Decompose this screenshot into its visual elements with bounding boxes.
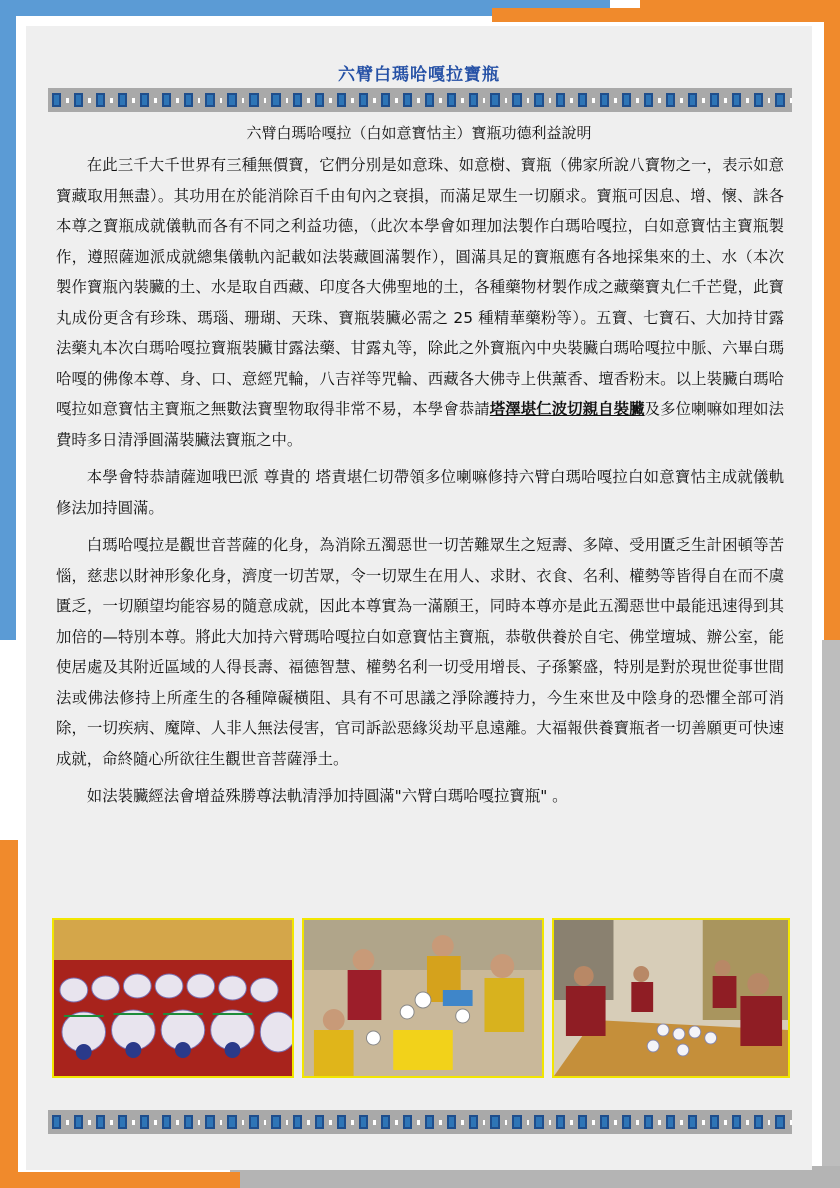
paragraph-3: 白瑪哈嘎拉是觀世音菩薩的化身，為消除五濁惡世一切苦難眾生之短壽、多障、受用匱乏生計困頓等苦惱，慈悲以財神形象化身，濟度一切苦眾，令一切眾生在用人、求財、衣食、名利、權勢等皆得自在而不虞匱乏，一切願望均能容易的隨意成就，因此本尊實為一滿願王，同時本尊亦是此五濁惡世中最能迅速得到其加倍的—特別本尊。將此大加持六臂瑪哈嘎拉白如意寶怙主寶瓶，恭敬供養於自宅、佛堂壇城、辦公室，能使居處及其附近區域的人得長壽、福德智慧、權勢名利一切受用增長、子孫繁盛，特別是對於現世從事世間法或佛法修持上所產生的各種障礙橫阻、具有不可思議之淨除護持力，今生來世及中陰身的恐懼全部可消除，一切疾病、魔障、人非人無法侵害，官司訴訟惡緣災劫平息遠離。大福報供養寶瓶者一切善願更可快速成就，命終隨心所欲往生觀世音菩薩淨土。 xyxy=(56,536,784,768)
strip-dot xyxy=(395,98,398,103)
strip-dot xyxy=(570,1120,573,1125)
strip-dot xyxy=(702,98,705,103)
strip-dot xyxy=(329,1120,332,1125)
strip-dot xyxy=(88,1120,91,1125)
strip-dot xyxy=(768,98,771,103)
strip-block xyxy=(381,93,390,107)
strip-block xyxy=(688,1115,697,1129)
strip-dot xyxy=(680,98,683,103)
lamas-filling-vases-image xyxy=(304,920,542,1076)
strip-dot xyxy=(307,98,310,103)
strip-dot xyxy=(110,1120,113,1125)
strip-block xyxy=(490,93,499,107)
strip-block xyxy=(337,93,346,107)
strip-dot xyxy=(176,1120,179,1125)
strip-dot xyxy=(242,98,245,103)
vases-photo xyxy=(52,918,294,1078)
strip-dot xyxy=(483,98,486,103)
strip-dot xyxy=(264,98,267,103)
lamas-ritual-image xyxy=(554,920,788,1076)
strip-block xyxy=(556,1115,565,1129)
strip-block xyxy=(359,93,368,107)
strip-dot xyxy=(592,98,595,103)
strip-dot xyxy=(680,1120,683,1125)
strip-dot xyxy=(66,1120,69,1125)
strip-dot xyxy=(417,98,420,103)
strip-block xyxy=(775,93,784,107)
strip-dot xyxy=(439,1120,442,1125)
strip-dot xyxy=(329,98,332,103)
paragraph-2: 本學會特恭請薩迦哦巴派 尊貴的 塔責堪仁切帶領多位喇嘛修持六臂白瑪哈嘎拉白如意寶怙主成就儀軌修法加持圓滿。 xyxy=(56,468,784,517)
strip-block xyxy=(118,1115,127,1129)
strip-block xyxy=(205,93,214,107)
strip-block xyxy=(184,93,193,107)
strip-block xyxy=(490,1115,499,1129)
strip-block xyxy=(249,93,258,107)
strip-block xyxy=(140,93,149,107)
strip-block xyxy=(140,1115,149,1129)
strip-dot xyxy=(724,1120,727,1125)
strip-block xyxy=(447,1115,456,1129)
strip-block xyxy=(118,93,127,107)
strip-dot xyxy=(461,1120,464,1125)
strip-dot xyxy=(154,98,157,103)
strip-block xyxy=(534,93,543,107)
strip-block xyxy=(403,1115,412,1129)
strip-block xyxy=(556,93,565,107)
strip-dot xyxy=(198,98,201,103)
strip-block xyxy=(162,93,171,107)
strip-block xyxy=(469,1115,478,1129)
paragraph-1-highlight: 塔澤堪仁波切親自裝臟 xyxy=(489,400,645,418)
strip-block xyxy=(754,1115,763,1129)
lamas-filling-photo xyxy=(302,918,544,1078)
strip-dot xyxy=(88,98,91,103)
strip-dot xyxy=(286,1120,289,1125)
strip-dot xyxy=(658,1120,661,1125)
strip-block xyxy=(425,1115,434,1129)
strip-dot xyxy=(702,1120,705,1125)
strip-block xyxy=(227,93,236,107)
strip-dot xyxy=(198,1120,201,1125)
strip-block xyxy=(578,1115,587,1129)
strip-dot xyxy=(417,1120,420,1125)
strip-block xyxy=(249,1115,258,1129)
strip-block xyxy=(666,93,675,107)
strip-block xyxy=(732,93,741,107)
strip-block xyxy=(74,1115,83,1129)
frame-left-blue xyxy=(0,0,16,640)
strip-block xyxy=(754,93,763,107)
strip-dot xyxy=(154,1120,157,1125)
strip-dot xyxy=(636,98,639,103)
strip-block xyxy=(688,93,697,107)
strip-block xyxy=(512,1115,521,1129)
strip-block xyxy=(271,1115,280,1129)
strip-dot xyxy=(351,98,354,103)
strip-block xyxy=(271,93,280,107)
strip-dot xyxy=(132,1120,135,1125)
strip-dot xyxy=(527,1120,530,1125)
lamas-ritual-photo xyxy=(552,918,790,1078)
strip-block xyxy=(337,1115,346,1129)
strip-dot xyxy=(395,1120,398,1125)
strip-dot xyxy=(286,98,289,103)
paragraph-1-text: 在此三千大千世界有三種無價寶，它們分別是如意珠、如意樹、寶瓶（佛家所說八寶物之一，表示如意寶藏取用無盡）。其功用在於能消除百千由旬內之衰損，而滿足眾生一切願求。寶瓶可因息、增、懷、誅各本尊之寶瓶成就儀軌而各有不同之利益功德，（此次本學會如理加法製作白瑪哈嘎拉，白如意寶怙主寶瓶製作，遵照薩迦派成就總集儀軌內記載如法裝藏圓滿製作），圓滿具足的寶瓶應有各地採集來的土、水（本次製作寶瓶內裝臟的土、水是取自西藏、印度各大佛聖地的土，各種藥物材製作成之藏藥寶丸仁千芒覺，此寶丸成份更含有珍珠、瑪瑙、珊瑚、天珠、寶瓶裝臟必需之 25 種精華藥粉等）。五寶、七寶石、大加持甘露法藥丸本次白瑪哈嘎拉寶瓶裝臟甘露法藥、甘露丸等，除此之外寶瓶內中央裝臟白瑪哈嘎拉中脈、六畢白瑪哈嘎的佛像本尊、身、口、意經咒輪，八吉祥等咒輪、西藏各大佛寺上供薰香、壇香粉末。以上裝臟白瑪哈嘎拉如意寶怙主寶瓶之無數法寶聖物取得非常不易，本學會恭請 xyxy=(56,156,784,418)
strip-dot xyxy=(746,98,749,103)
frame-left-orange xyxy=(0,840,18,1188)
decorative-strip-top xyxy=(48,88,792,112)
strip-block xyxy=(293,93,302,107)
strip-dot xyxy=(505,98,508,103)
strip-block xyxy=(622,1115,631,1129)
strip-block xyxy=(666,1115,675,1129)
strip-dot xyxy=(483,1120,486,1125)
strip-dot xyxy=(110,98,113,103)
strip-block xyxy=(162,1115,171,1129)
strip-block xyxy=(775,1115,784,1129)
strip-block xyxy=(52,1115,61,1129)
strip-dot xyxy=(746,1120,749,1125)
strip-dot xyxy=(505,1120,508,1125)
frame-bottom-orange xyxy=(0,1172,240,1188)
page-title: 六臂白瑪哈嘎拉寶瓶 xyxy=(338,65,500,85)
frame-right-orange xyxy=(824,20,840,640)
strip-dot xyxy=(264,1120,267,1125)
strip-dot xyxy=(614,1120,617,1125)
strip-block xyxy=(644,1115,653,1129)
strip-dot xyxy=(132,98,135,103)
strip-dot xyxy=(549,1120,552,1125)
strip-block xyxy=(74,93,83,107)
strip-dot xyxy=(220,1120,223,1125)
strip-dot xyxy=(724,98,727,103)
content-panel xyxy=(26,26,812,1170)
strip-dot xyxy=(66,98,69,103)
strip-block xyxy=(403,93,412,107)
strip-dot xyxy=(614,98,617,103)
strip-block xyxy=(205,1115,214,1129)
strip-block xyxy=(359,1115,368,1129)
strip-block xyxy=(512,93,521,107)
body-text xyxy=(56,150,784,819)
strip-block xyxy=(600,1115,609,1129)
strip-block xyxy=(227,1115,236,1129)
strip-block xyxy=(469,93,478,107)
strip-dot xyxy=(790,1120,793,1125)
strip-block xyxy=(710,93,719,107)
strip-dot xyxy=(570,98,573,103)
strip-block xyxy=(600,93,609,107)
strip-block xyxy=(96,1115,105,1129)
strip-dot xyxy=(307,1120,310,1125)
strip-dot xyxy=(790,98,793,103)
paragraph-1 xyxy=(56,150,784,455)
strip-dot xyxy=(549,98,552,103)
strip-dot xyxy=(636,1120,639,1125)
paragraph-4: 如法裝臟經法會增益殊勝尊法軌清淨加持圓滿"六臂白瑪哈嘎拉寶瓶" 。 xyxy=(86,787,568,805)
treasure-vases-image xyxy=(54,920,292,1076)
strip-block xyxy=(96,93,105,107)
strip-dot xyxy=(527,98,530,103)
strip-block xyxy=(315,93,324,107)
decorative-strip-bottom xyxy=(48,1110,792,1134)
strip-block xyxy=(578,93,587,107)
frame-right-gray xyxy=(822,640,840,1188)
strip-block xyxy=(644,93,653,107)
strip-block xyxy=(710,1115,719,1129)
strip-block xyxy=(425,93,434,107)
strip-dot xyxy=(658,98,661,103)
strip-dot xyxy=(439,98,442,103)
strip-block xyxy=(315,1115,324,1129)
strip-dot xyxy=(242,1120,245,1125)
strip-block xyxy=(381,1115,390,1129)
strip-block xyxy=(534,1115,543,1129)
strip-dot xyxy=(768,1120,771,1125)
frame-top-orange xyxy=(492,8,840,22)
strip-block xyxy=(293,1115,302,1129)
strip-block xyxy=(447,93,456,107)
page-subtitle: 六臂白瑪哈嘎拉（白如意寶怙主）寶瓶功德利益說明 xyxy=(246,124,592,142)
strip-block xyxy=(622,93,631,107)
strip-block xyxy=(52,93,61,107)
strip-block xyxy=(184,1115,193,1129)
strip-dot xyxy=(176,98,179,103)
strip-dot xyxy=(220,98,223,103)
strip-block xyxy=(732,1115,741,1129)
paragraph-1-end: 及多位喇嘛如理如法費時多日清淨圓滿裝臟法寶瓶之中。 xyxy=(56,400,784,449)
strip-dot xyxy=(373,1120,376,1125)
strip-dot xyxy=(592,1120,595,1125)
strip-dot xyxy=(461,98,464,103)
strip-dot xyxy=(373,98,376,103)
strip-dot xyxy=(351,1120,354,1125)
